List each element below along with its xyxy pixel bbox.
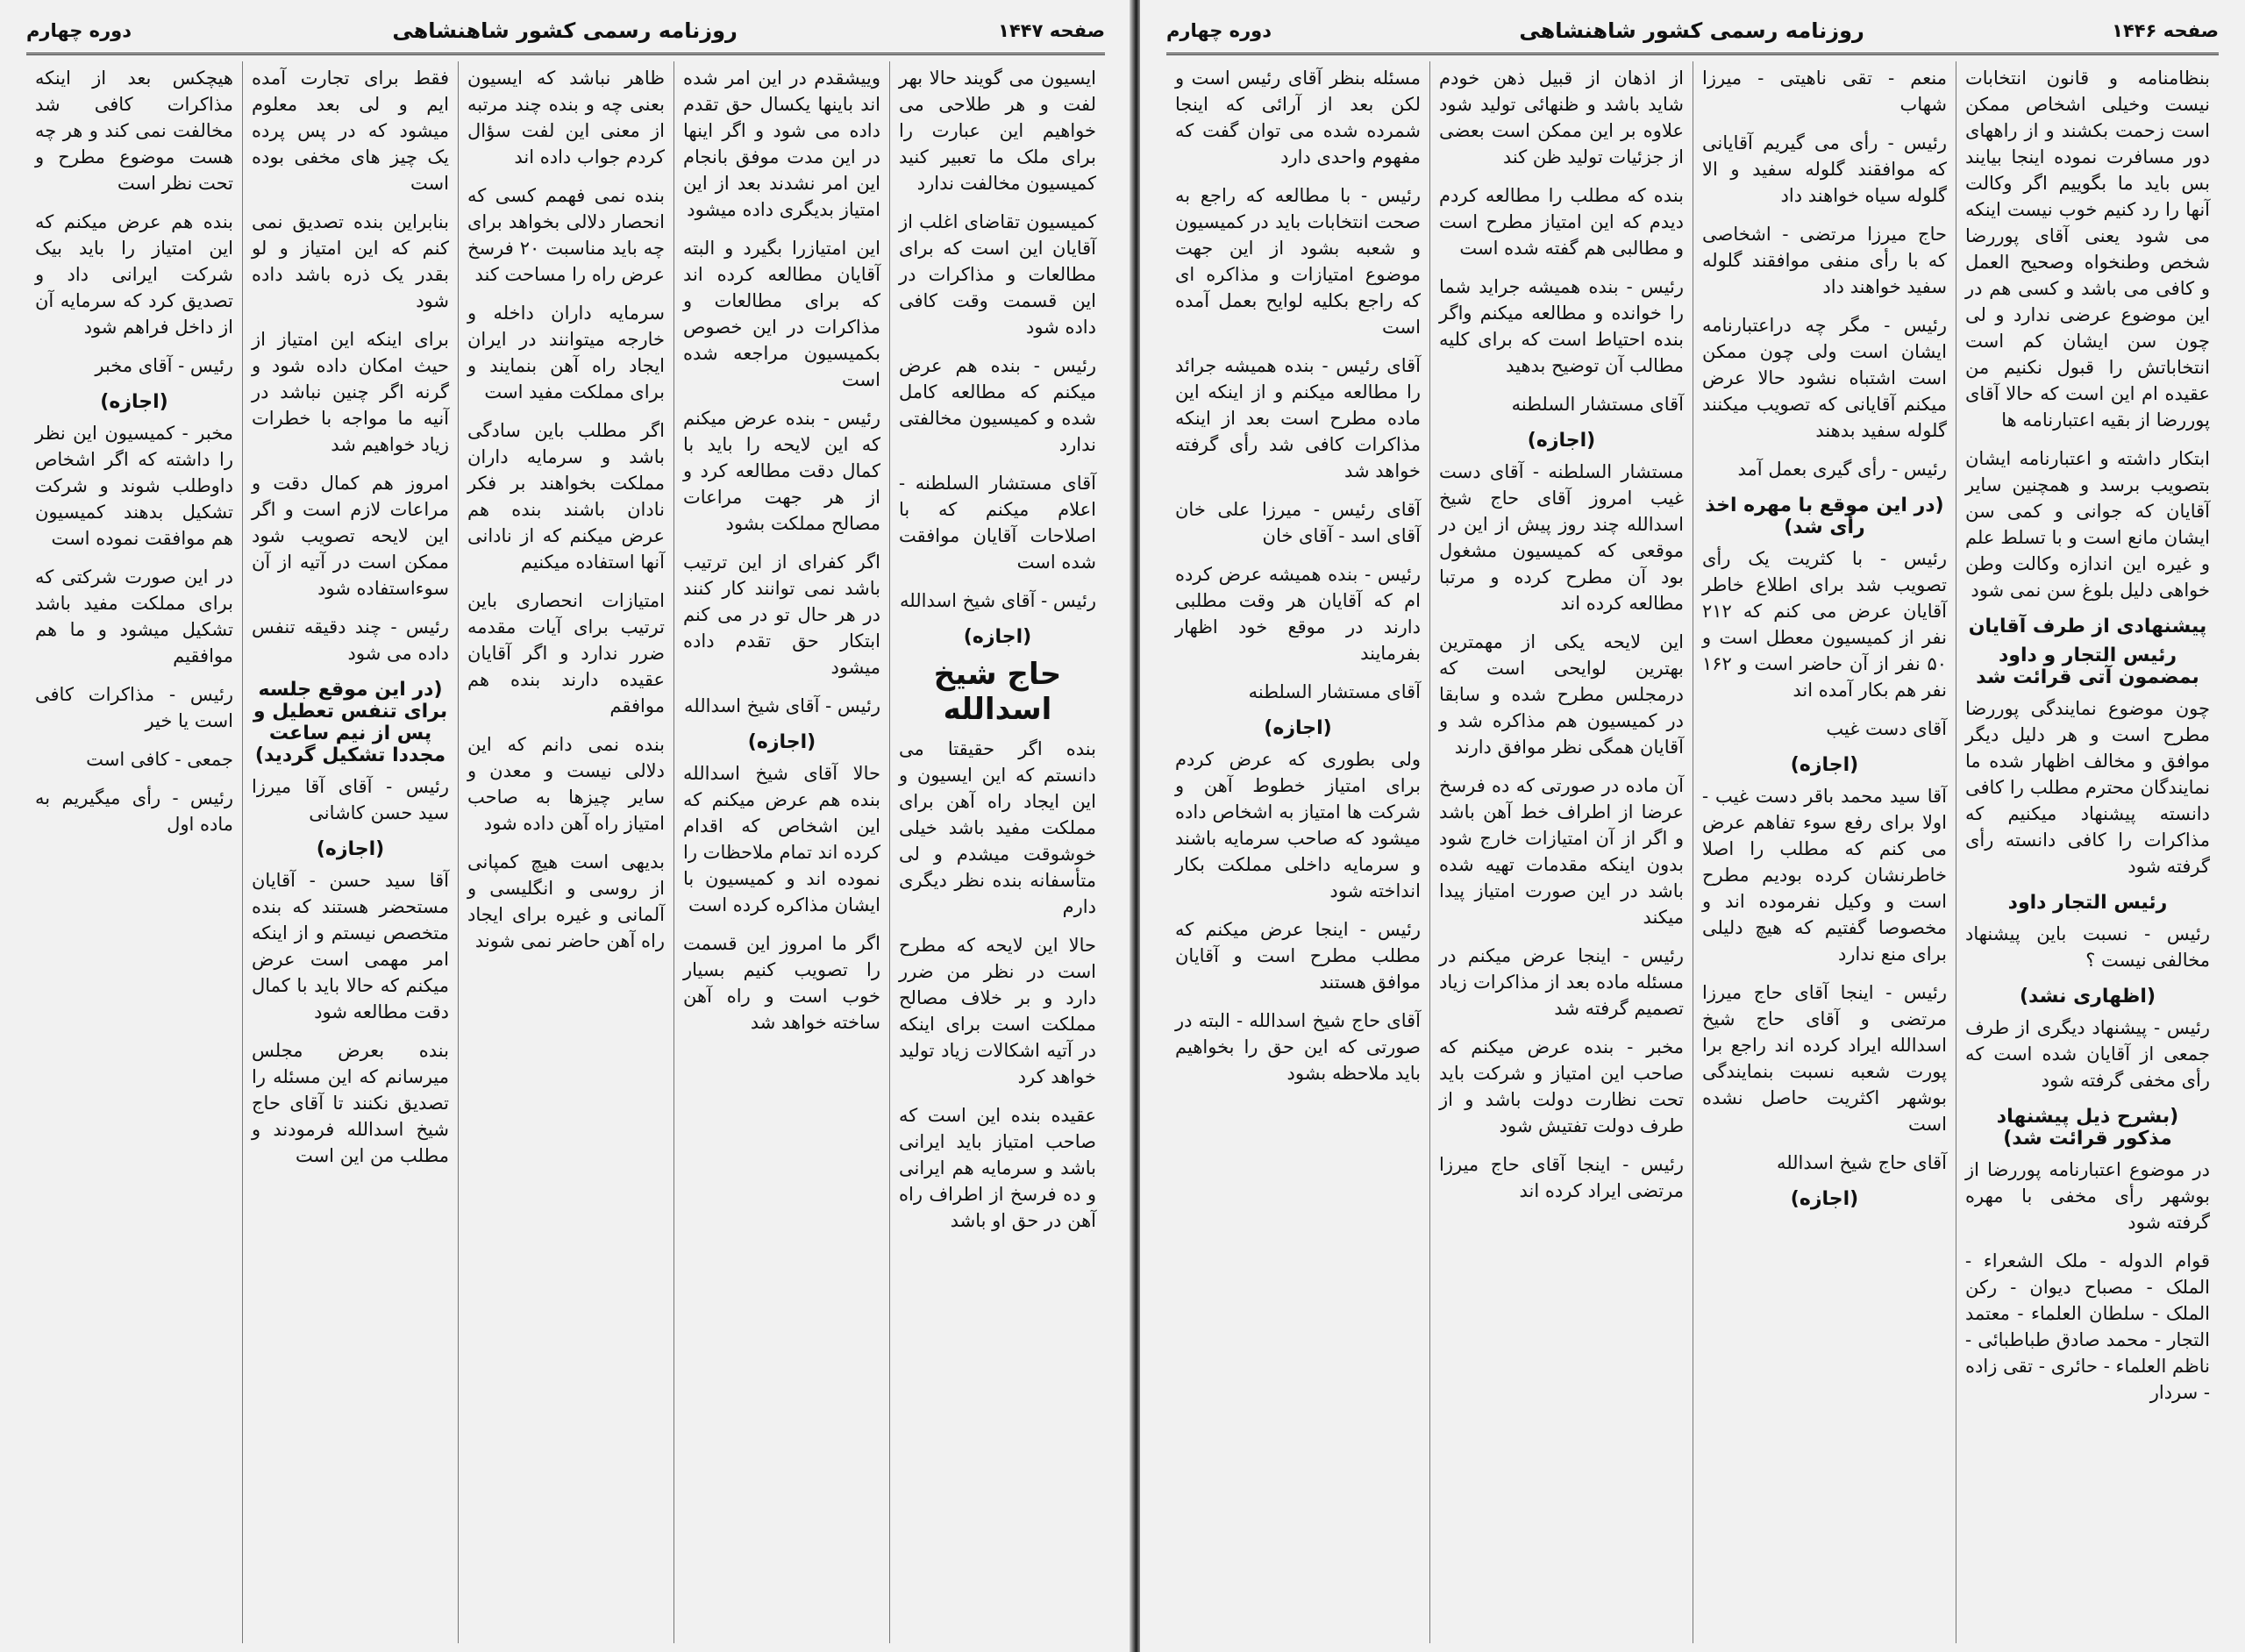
- left-page-title: روزنامه رسمی کشور شاهنشاهی: [392, 18, 738, 43]
- right-page-title: روزنامه رسمی کشور شاهنشاهی: [1519, 18, 1864, 43]
- paragraph: آقا سید محمد باقر دست غیب - اولا برای رفع سوء تفاهم عرض می کنم که مطلب را اصلا خاطرنشان کرده بودیم مطرح است و وکیل نفرموده اند و مخصوصا گفتیم که هیچ دلیلی برای منع ندارد: [1702, 786, 1947, 965]
- paragraph: منعم - تقی ناهیتی - میرزا شهاب: [1702, 68, 1947, 115]
- paragraph: جمعی - کافی است: [86, 749, 233, 770]
- centered-note: پیشنهادی از طرف آقایان: [1968, 616, 2207, 637]
- paragraph: رئیس - آقای شیخ اسدالله: [900, 590, 1096, 611]
- paragraph: آقای رئیس - بنده همیشه جرائد را مطالعه میکنم و از اینکه این ماده مطرح است بعد از اینکه مذاکرات کافی شد رأی گرفته خواهد شد: [1175, 355, 1421, 481]
- paragraph: چون موضوع نمایندگی پوررضا مطرح است و هر دلیل دیگر موافق و مخالف اظهار شده ما نمایندگان محترم مطلب را کافی دانسته پیشنهاد میکنیم که مذاکرات را کافی دانسته رأی گرفته شود: [1965, 698, 2210, 877]
- paragraph: رئیس - بنده عرض میکنم که این لایحه را باید با کمال دقت مطالعه کرد و از هر جهت مراعات مصالح مملکت بشود: [683, 408, 880, 534]
- text-column: [674, 61, 889, 1643]
- paragraph: ظاهر نباشد که ایسیون بعنی چه و بنده چند مرتبه از معنی این لفت سؤال کردم جواب داده اند: [467, 68, 665, 167]
- centered-note: (در این موقع با مهره اخذ رأی شد): [1705, 495, 1944, 538]
- text-column: [458, 61, 674, 1643]
- paragraph: رئیس - آقای آقا میرزا سید حسن کاشانی: [252, 776, 449, 823]
- centered-note: (در این موقع جلسه برای تنفس تعطیل و پس از نیم ساعت مجددا تشکیل گردید): [253, 679, 448, 766]
- left-page-columns: [26, 61, 1105, 1643]
- paragraph: رئیس - آقای مخبر: [95, 355, 233, 376]
- paragraph: آن ماده در صورتی که ده فرسخ عرضا از اطراف خط آهن باشد و اگر از آن امتیازات خارج شود بدون اینکه مقدمات تهیه شده باشد در این صورت امتیاز پیدا میکند: [1439, 775, 1684, 928]
- paragraph: سرمایه داران داخله و خارجه میتوانند در ایران ایجاد راه آهن بنمایند و برای مملکت مفید است: [467, 303, 665, 402]
- paragraph: اگر ما امروز این قسمت را تصویب کنیم بسیار خوب است و راه آهن ساخته خواهد شد: [683, 933, 880, 1033]
- paragraph: مسئله بنظر آقای رئیس است و لکن بعد از آرائی که اینجا شمرده شده می توان گفت که مفهوم واحدی دارد: [1175, 68, 1421, 167]
- paragraph: رئیس - اینجا آقای حاج میرزا مرتضی و آقای حاج شیخ اسدالله ایراد کرده اند راجع برا پورت شعبه نسبت بنمایندگی بوشهر اکثریت حاصل نشده است: [1702, 982, 1947, 1135]
- paragraph: آقای مستشار السلطنه: [1511, 394, 1684, 415]
- paragraph: رئیس - اینجا عرض میکنم که مطلب مطرح است و آقایان موافق هستند: [1175, 919, 1421, 993]
- paragraph: رئیس - با کثریت یک رأی تصویب شد برای اطلاع خاطر آقایان عرض می کنم که ۲۱۲ نفر از کمیسیون معطل است و ۵۰ نفر از آن حاضر است و ۱۶۲ نفر هم بکار آمده اند: [1702, 548, 1947, 701]
- right-page-period: دوره چهارم: [1166, 20, 1272, 41]
- paragraph: بدیهی است هیچ کمپانی از روسی و انگلیسی و آلمانی و غیره برای ایجاد راه آهن حاضر نمی شوند: [467, 851, 665, 951]
- centered-note: (اجازه): [1790, 754, 1859, 776]
- text-column: [1429, 61, 1693, 1643]
- paragraph: این امتیازرا بگیرد و البته آقایان مطالعه کرده اند که برای مطالعات و مذاکرات در این خصوص بکمیسیون مراجعه شده است: [683, 238, 880, 390]
- paragraph: بنده هم عرض میکنم که این امتیاز را باید بیک شرکت ایرانی داد و تصدیق کرد که سرمایه آن از داخل فراهم شود: [35, 211, 233, 338]
- right-page-number: صفحه ۱۴۴۶: [2112, 20, 2219, 41]
- paragraph: مخبر - کمیسیون این نظر را داشته که اگر اشخاص داوطلب شوند و شرکت تشکیل بدهند کمیسیون هم موافقت نموده است: [35, 423, 233, 549]
- paragraph: رئیس - رأی گیری بعمل آمد: [1737, 459, 1947, 480]
- text-column: [889, 61, 1105, 1643]
- text-column: [1693, 61, 1956, 1643]
- left-page-number: صفحه ۱۴۴۷: [998, 20, 1105, 41]
- centered-note: رئیس التجار داود: [2007, 892, 2168, 914]
- centered-note: (اجازه): [747, 731, 816, 753]
- text-column: [242, 61, 458, 1643]
- centered-note: (اجازه): [963, 626, 1032, 648]
- centered-note: (اجازه): [1527, 430, 1596, 452]
- paragraph: آقای رئیس - میرزا علی خان آقای اسد - آقای خان: [1175, 499, 1421, 546]
- paragraph: رئیس - پیشنهاد دیگری از طرف جمعی از آقایان شده است که رأی مخفی گرفته شود: [1965, 1017, 2210, 1091]
- right-page-header: [1166, 9, 2219, 55]
- paragraph: هیچکس بعد از اینکه مذاکرات کافی شد مخالفت نمی کند و هر چه هست موضوع مطرح و تحت نظر است: [35, 68, 233, 194]
- paragraph: عقیده بنده این است که صاحب امتیاز باید ایرانی باشد و سرمایه هم ایرانی و ده فرسخ از اطراف راه آهن در حق او باشد: [899, 1105, 1096, 1231]
- paragraph: رئیس - رأی می گیریم آقایانی که موافقند گلوله سفید و الا گلوله سیاه خواهند داد: [1702, 132, 1947, 206]
- paragraph: رئیس - مذاکرات کافی است یا خیر: [35, 684, 233, 731]
- centered-note: رئیس التجار و داود بمضمون آتی قرائت شد: [1976, 644, 2199, 688]
- paragraph: امروز هم کمال دقت و مراعات لازم است و اگر این لایحه تصویب شود ممکن است در آتیه از آن سوءاستفاده شود: [252, 473, 449, 599]
- paragraph: ولی بطوری که عرض کردم برای امتیاز خطوط آهن و شرکت ها امتیاز به اشخاص داده میشود که صاحب سرمایه باشند و سرمایه داخلی مملکت بکار انداخته شود: [1175, 749, 1421, 901]
- paragraph: امتیازات انحصاری باین ترتیب برای آیات مقدمه ضرر ندارد و اگر آقایان عقیده دارند بنده هم موافقم: [467, 590, 665, 716]
- paragraph: آقای مستشار السلطنه - اعلام میکنم که با اصلاحات آقایان موافقت شده است: [899, 473, 1096, 573]
- left-page-header: [26, 9, 1105, 55]
- paragraph: وییشقدم در این امر شده اند باینها یکسال حق تقدم داده می شود و اگر اینها در این مدت موفق بانجام این امر نشدند بعد از این امتیاز بدیگری داده میشود: [683, 68, 880, 220]
- paragraph: ایسیون می گویند حالا بهر لفت و هر طلاحی می خواهیم این عبارت را برای ملک ما تعبیر کنید کمیسیون مخالفت ندارد: [899, 68, 1096, 194]
- paragraph: بنابراین بنده تصدیق نمی کنم که این امتیاز و لو بقدر یک ذره باشد داده شود: [252, 211, 449, 311]
- paragraph: رئیس - بنده هم عرض میکنم که مطالعه کامل شده و کمیسیون مخالفتی ندارد: [899, 355, 1096, 455]
- paragraph: رئیس - چند دقیقه تنفس داده می شود: [252, 616, 449, 664]
- paragraph: رئیس - رأی میگیریم به ماده اول: [35, 787, 233, 835]
- paragraph: رئیس - بنده همیشه عرض کرده ام که آقایان هر وقت مطلبی دارند در موقع خود اظهار بفرمایند: [1175, 564, 1421, 664]
- speaker-headline: حاج شیخ اسدالله: [933, 657, 1062, 727]
- paragraph: قوام الدوله - ملک الشعراء - الملک - مصباح دیوان - رکن الملک - سلطان العلماء - معتمد التجار - محمد صادق طباطبائی - ناظم العلماء - حائری - تقی زاده - سردار: [1965, 1250, 2210, 1403]
- paragraph: در این صورت شرکتی که برای مملکت مفید باشد تشکیل میشود و ما هم موافقیم: [35, 566, 233, 666]
- paragraph: اگر کفرای از این ترتیب باشد نمی توانند کار کنند در هر حال تو در می کنم ابتکار حق تقدم داده میشود: [683, 552, 880, 678]
- centered-note: (اجازه): [1264, 717, 1332, 739]
- paragraph: رئیس - آقای شیخ اسدالله: [684, 695, 880, 716]
- paragraph: آقای مستشار السلطنه: [1248, 681, 1421, 702]
- left-page-period: دوره چهارم: [26, 20, 132, 41]
- paragraph: رئیس - با مطالعه که راجع به صحت انتخابات باید در کمیسیون و شعبه بشود از این جهت موضوع امتیازات و مذاکره ای که راجع بکلیه لوایح بعمل آمده است: [1175, 185, 1421, 338]
- paragraph: بنده نمی فهمم کسی که انحصار دلالی بخواهد برای چه باید مناسبت ۲۰ فرسخ عرض راه را مساحت کند: [467, 185, 665, 285]
- paragraph: حالا آقای شیخ اسدالله بنده هم عرض میکنم که این اشخاص که اقدام کرده اند تمام ملاحظات را نموده اند و کمیسیون با ایشان مذاکره کرده است: [683, 763, 880, 915]
- text-column: [26, 61, 242, 1643]
- paragraph: آقای حاج شیخ اسدالله: [1776, 1152, 1947, 1173]
- centered-note: (بشرح ذیل پیشنهاد مذکور قرائت شد): [1996, 1106, 2179, 1150]
- paragraph: در موضوع اعتبارنامه پوررضا از بوشهر رأی مخفی با مهره گرفته شود: [1965, 1159, 2210, 1233]
- right-page-columns: [1166, 61, 2219, 1643]
- paragraph: از اذهان از قبیل ذهن خودم شاید باشد و ظنهائی تولید شود علاوه بر این ممکن است بعضی از جزئیات تولید ظن کند: [1439, 68, 1684, 167]
- paragraph: کمیسیون تقاضای اغلب از آقایان این است که برای مطالعات و مذاکرات در این قسمت وقت کافی داده شود: [899, 211, 1096, 338]
- paragraph: آقای حاج شیخ اسدالله - البته در صورتی که این حق را بخواهیم باید ملاحظه بشود: [1175, 1010, 1421, 1084]
- text-column: [1956, 61, 2219, 1643]
- paragraph: ابتکار داشته و اعتبارنامه ایشان بتصویب برسد و همچنین سایر آقایان که جوانی و کمی سن ایشان مانع است و با تسلط علم و غیره این اندازه وکالت وطن خواهی دلیل بلوغ سن نمی شود: [1965, 448, 2210, 601]
- paragraph: حاج میرزا مرتضی - اشخاصی که با رأی منفی موافقند گلوله سفید خواهند داد: [1702, 224, 1947, 297]
- paragraph: این لایحه یکی از مهمترین بهترین لوایحی است که درمجلس مطرح شده و سابقا در کمیسیون هم مذاکره شد و آقایان همگی نظر موافق دارند: [1439, 631, 1684, 758]
- paragraph: برای اینکه این امتیاز از حیث امکان داده شود و گرنه اگر چنین نباشد در آنیه ما مواجه با خطرات زیاد خواهیم شد: [252, 329, 449, 455]
- paragraph: مخبر - بنده عرض میکنم که صاحب این امتیاز و شرکت باید تحت نظارت دولت باشد و از طرف دولت تفتیش شود: [1439, 1036, 1684, 1136]
- paragraph: رئیس - بنده همیشه جراید شما را خوانده و مطالعه میکنم واگر بنده احتیاط است که برای کلیه مطالب آن توضیح بدهید: [1439, 276, 1684, 376]
- paragraph: رئیس - نسبت باین پیشنهاد مخالفی نیست ؟: [1965, 923, 2210, 971]
- paragraph: فقط برای تجارت آمده ایم و لی بعد معلوم میشود که در پس پرده یک چیز های مخفی بوده است: [252, 68, 449, 194]
- centered-note: (اظهاری نشد): [2020, 986, 2156, 1008]
- paragraph: آقا سید حسن - آقایان مستحضر هستند که بنده متخصص نیستم و از اینکه امر مهمی است عرض میکنم که حالا باید با کمال دقت مطالعه شود: [252, 870, 449, 1022]
- paragraph: آقای دست غیب: [1826, 718, 1947, 739]
- paragraph: بنده که مطلب را مطالعه کردم دیدم که این امتیاز مطرح است و مطالبی هم گفته شده است: [1439, 185, 1684, 259]
- paragraph: اگر مطلب باین سادگی باشد و سرمایه داران مملکت بخواهند بر فکر نادان باشند بنده هم عرض میکنم که از نادانی آنها استفاده میکنیم: [467, 420, 665, 573]
- paragraph: بنده نمی دانم که این دلالی نیست و معدن و سایر چیزها به صاحب امتیاز راه آهن داده شود: [467, 734, 665, 834]
- paragraph: بنده اگر حقیقتا می دانستم که این ایسیون و این ایجاد راه آهن برای مملکت مفید باشد خیلی خوشوقت میشدم و لی متأسفانه بنده نظر دیگری دارم: [899, 738, 1096, 917]
- right-page: [1140, 0, 2245, 1652]
- centered-note: (اجازه): [316, 838, 385, 860]
- paragraph: بنظامنامه و قانون انتخابات نیست وخیلی اشخاص ممکن است زحمت بکشند و از راههای دور مسافرت نموده اینجا بیایند بس باید ما بگوییم اگر وکالت آنها را رد کنیم خوب نیست اینکه می شود یعنی آقای پوررضا شخص وطنخواه وصحیح العمل و کافی می باشد و کسی هم در این موضوع عرضی ندارد و لی چون سن ایشان کم است انتخاباتش را قبول نکنیم من عقیده ام این است که حالا آقای پوررضا از بقیه اعتبارنامه ها: [1965, 68, 2210, 431]
- centered-note: (اجازه): [100, 391, 168, 413]
- paragraph: حالا این لایحه که مطرح است در نظر من ضرر دارد و بر خلاف مصالح مملکت است برای اینکه در آتیه اشکالات زیاد تولید خواهد کرد: [899, 935, 1096, 1087]
- centered-note: (اجازه): [1790, 1188, 1859, 1210]
- paragraph: رئیس - اینجا آقای حاج میرزا مرتضی ایراد کرده اند: [1439, 1154, 1684, 1201]
- paragraph: رئیس - اینجا عرض میکنم در مسئله ماده بعد از مذاکرات زیاد تصمیم گرفته شد: [1439, 945, 1684, 1019]
- paragraph: مستشار السلطنه - آقای دست غیب امروز آقای حاج شیخ اسدالله چند روز پیش از این در موقعی که کمیسیون مشغول بود آن مطرح کرده و مرتبا مطالعه کرده اند: [1439, 461, 1684, 614]
- text-column: [1166, 61, 1429, 1643]
- paragraph: رئیس - مگر چه دراعتبارنامه ایشان است ولی چون ممکن است اشتباه نشود حالا عرض میکنم آقایانی که تصویب میکنند گلوله سفید بدهند: [1702, 315, 1947, 441]
- paragraph: بنده بعرض مجلس میرسانم که این مسئله را تصدیق نکنند تا آقای حاج شیخ اسدالله فرمودند و مطلب من این است: [252, 1040, 449, 1166]
